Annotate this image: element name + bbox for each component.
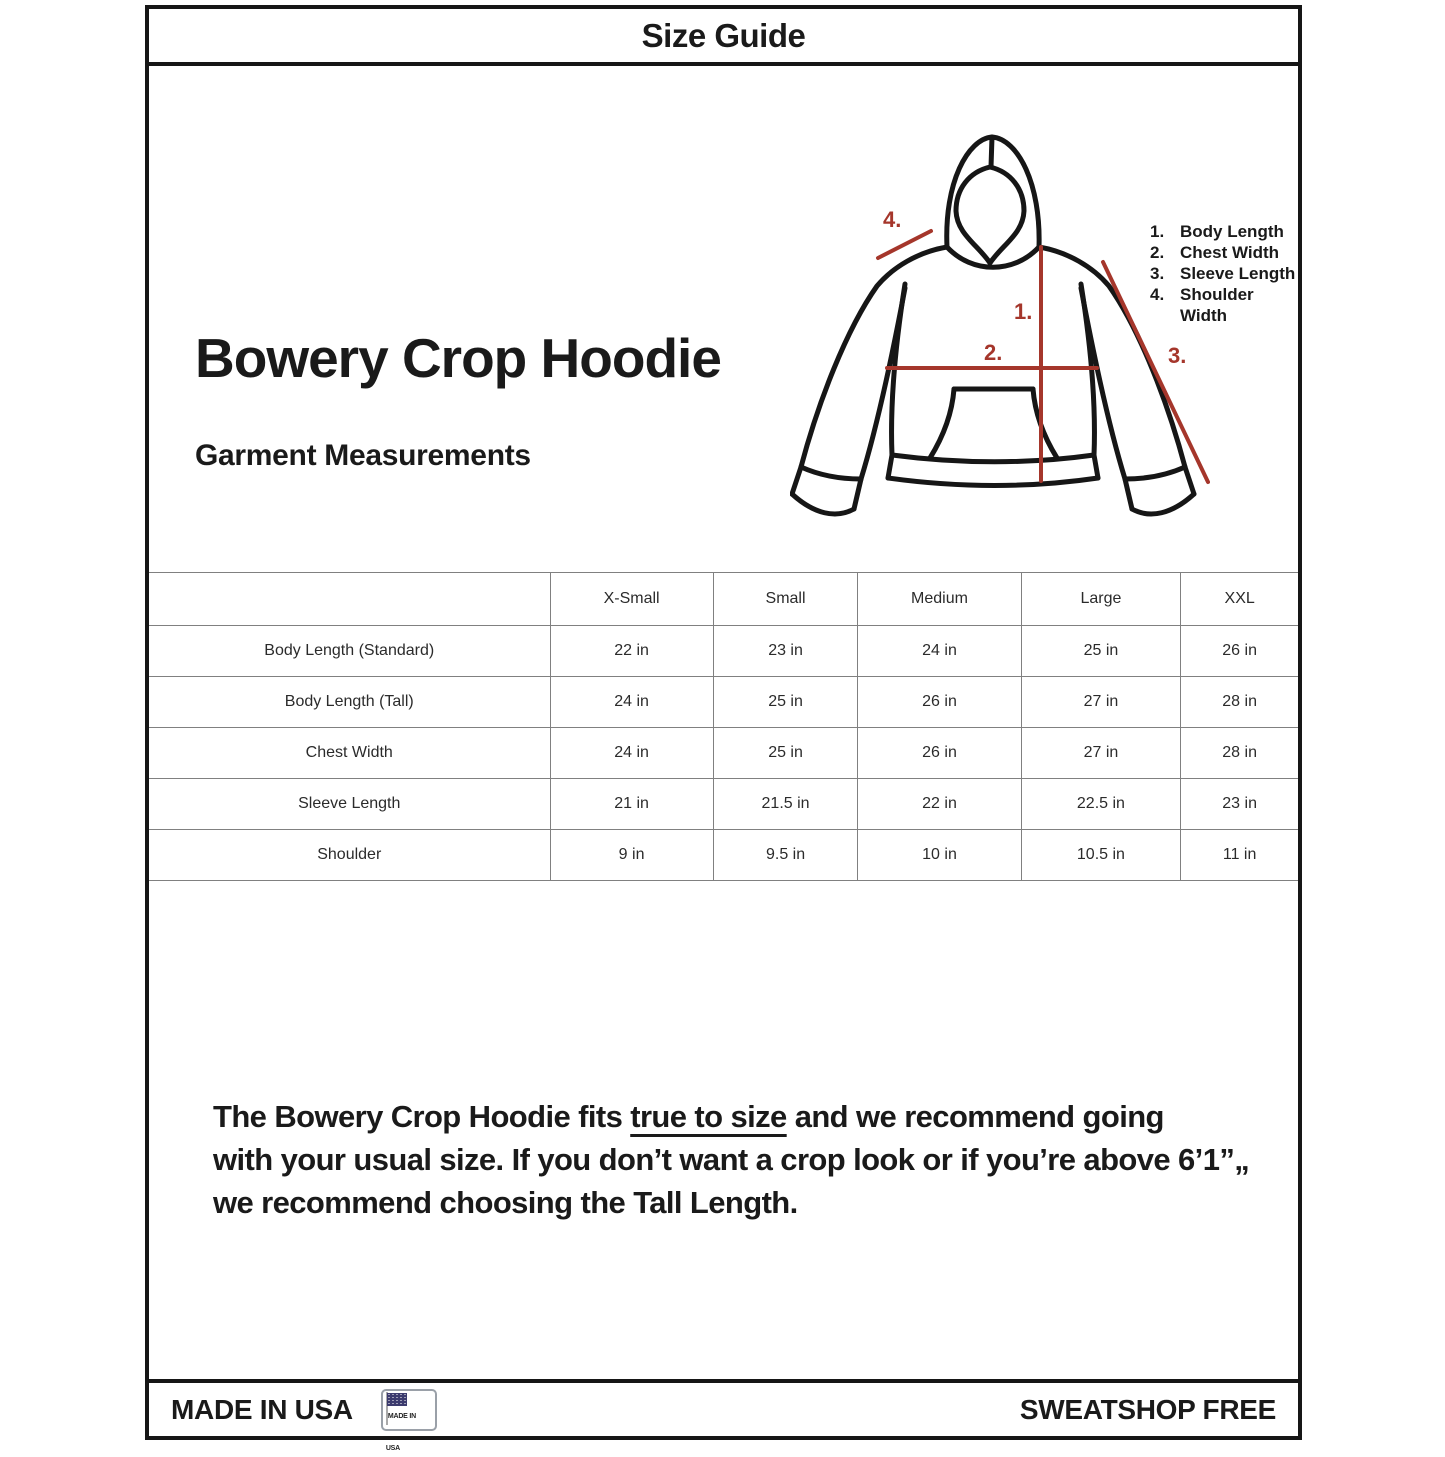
- col-header-blank: [149, 573, 550, 626]
- cell-value: 28 in: [1181, 728, 1298, 779]
- marker-sleeve-length: 3.: [1168, 343, 1187, 368]
- cell-value: 10.5 in: [1021, 830, 1181, 881]
- legend-item-body-length: [1150, 221, 1298, 242]
- measurement-legend: [1150, 221, 1298, 326]
- cell-value: 28 in: [1181, 677, 1298, 728]
- table-row-body-length-tall: [149, 677, 1298, 728]
- cell-value: 11 in: [1181, 830, 1298, 881]
- hoodie-diagram: [790, 122, 1210, 534]
- cell-value: 10 in: [858, 830, 1021, 881]
- fit-note-line-3: we recommend choosing the Tall Length.: [213, 1185, 798, 1220]
- fit-note-line-1: [213, 1095, 1249, 1138]
- table-row-sleeve-length: [149, 779, 1298, 830]
- product-name: Bowery Crop Hoodie: [195, 327, 721, 389]
- col-header-medium: Medium: [858, 573, 1021, 626]
- flag-badge-caption: MADE IN USA: [385, 1412, 416, 1452]
- fit-note-text: The Bowery Crop Hoodie fits: [213, 1099, 631, 1134]
- cell-value: 27 in: [1021, 677, 1181, 728]
- row-label: Body Length (Standard): [149, 626, 550, 677]
- legend-number: 1.: [1150, 222, 1165, 241]
- row-label: Chest Width: [149, 728, 550, 779]
- cell-value: 26 in: [1181, 626, 1298, 677]
- cell-value: 23 in: [1181, 779, 1298, 830]
- legend-item-sleeve-length: [1150, 263, 1298, 284]
- row-label: Sleeve Length: [149, 779, 550, 830]
- table-row-shoulder: [149, 830, 1298, 881]
- flag-canton: [387, 1393, 407, 1406]
- cell-value: 22 in: [550, 626, 713, 677]
- usa-flag-icon: [381, 1389, 437, 1452]
- fit-note: [213, 1095, 1249, 1224]
- fit-note-line-2: with your usual size. If you don’t want a crop look or if you’re above 6’1”„: [213, 1142, 1250, 1177]
- cell-value: 22 in: [858, 779, 1021, 830]
- col-header-xxl: XXL: [1181, 573, 1298, 626]
- legend-number: 3.: [1150, 264, 1165, 283]
- garment-measurements-subtitle: Garment Measurements: [195, 439, 531, 472]
- made-in-usa-group: [171, 1389, 437, 1452]
- cell-value: 23 in: [713, 626, 858, 677]
- table-row-body-length-standard: [149, 626, 1298, 677]
- col-header-large: Large: [1021, 573, 1181, 626]
- cell-value: 26 in: [858, 728, 1021, 779]
- marker-chest-width: 2.: [984, 340, 1003, 365]
- sweatshop-free-label: SWEATSHOP FREE: [1019, 1393, 1276, 1425]
- page-title: Size Guide: [149, 9, 1298, 66]
- table-row-chest-width: [149, 728, 1298, 779]
- size-table: [149, 572, 1298, 881]
- legend-item-chest-width: [1150, 242, 1298, 263]
- legend-number: 4.: [1150, 285, 1165, 304]
- marker-shoulder-width: 4.: [883, 207, 902, 232]
- cell-value: 25 in: [713, 728, 858, 779]
- col-header-xsmall: X-Small: [550, 573, 713, 626]
- row-label: Body Length (Tall): [149, 677, 550, 728]
- made-in-usa-label: MADE IN USA: [171, 1393, 353, 1425]
- cell-value: 21 in: [550, 779, 713, 830]
- legend-label: Sleeve Length: [1180, 264, 1296, 283]
- legend-label: Shoulder Width: [1180, 285, 1254, 325]
- marker-body-length: 1.: [1014, 299, 1033, 324]
- cell-value: 21.5 in: [713, 779, 858, 830]
- col-header-small: Small: [713, 573, 858, 626]
- cell-value: 24 in: [550, 728, 713, 779]
- legend-label: Chest Width: [1180, 243, 1280, 262]
- size-guide-card: [145, 5, 1302, 1452]
- cell-value: 26 in: [858, 677, 1021, 728]
- legend-label: Body Length: [1180, 222, 1284, 241]
- legend-item-shoulder-width: [1150, 284, 1298, 326]
- cell-value: 24 in: [858, 626, 1021, 677]
- cell-value: 22.5 in: [1021, 779, 1181, 830]
- cell-value: 9.5 in: [713, 830, 858, 881]
- cell-value: 25 in: [1021, 626, 1181, 677]
- footer-bar: [149, 1379, 1298, 1452]
- cell-value: 25 in: [713, 677, 858, 728]
- cell-value: 9 in: [550, 830, 713, 881]
- cell-value: 24 in: [550, 677, 713, 728]
- true-to-size-underlined: true to size: [630, 1099, 787, 1134]
- legend-number: 2.: [1150, 243, 1165, 262]
- size-table-header-row: [149, 573, 1298, 626]
- row-label: Shoulder: [149, 830, 550, 881]
- cell-value: 27 in: [1021, 728, 1181, 779]
- fit-note-text: and we recommend going: [786, 1099, 1164, 1134]
